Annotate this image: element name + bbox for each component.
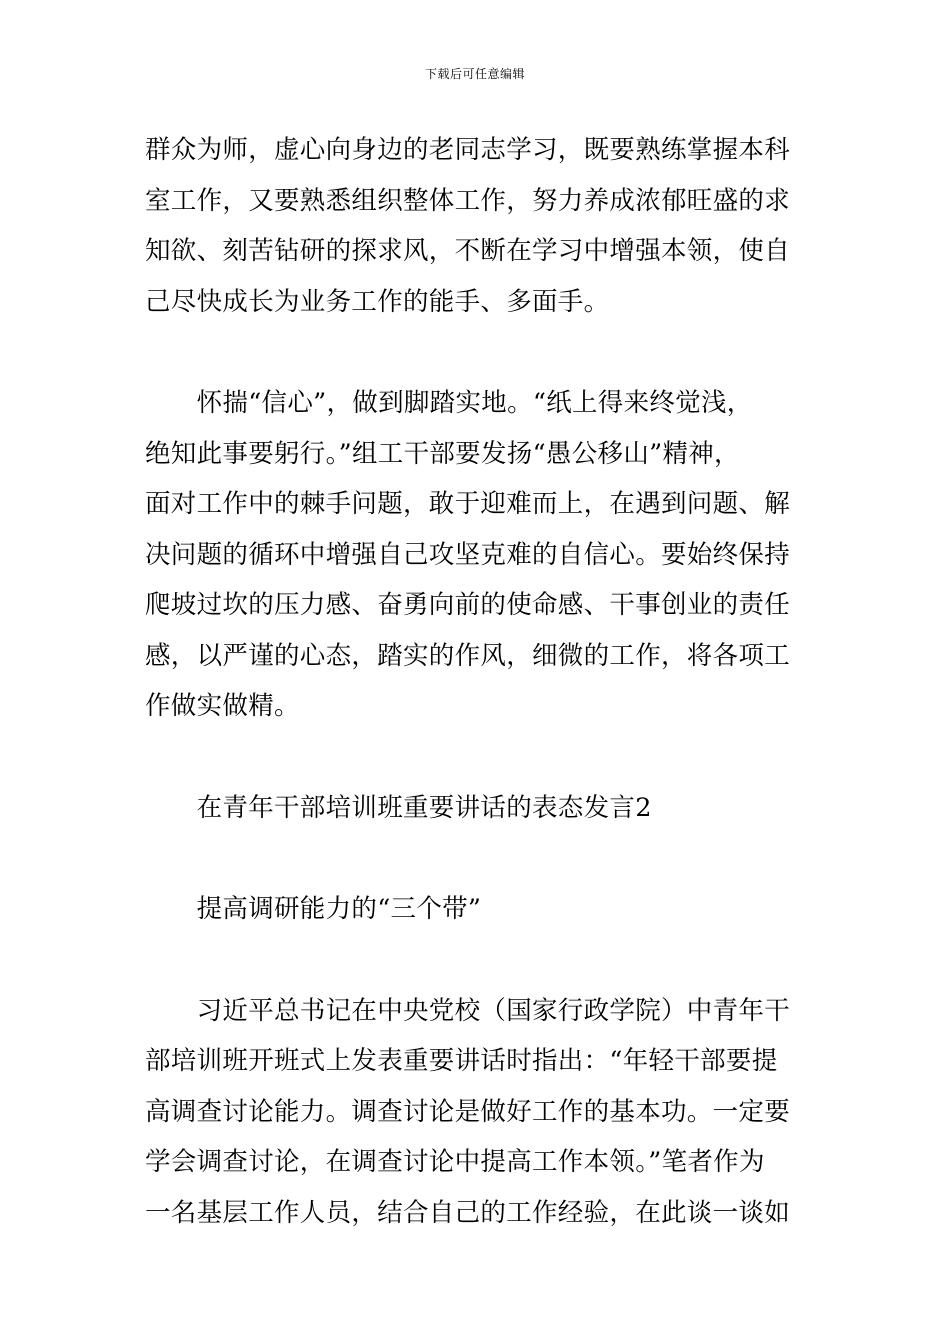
paragraph-gap (145, 833, 807, 884)
body-line: 绝知此事要躬行。”组工干部要发扬“愚公移山”精神， (145, 438, 740, 469)
body-line: 一名基层工作人员，结合自己的工作经验，在此谈一谈如 (145, 1197, 791, 1228)
section-heading: 在青年干部培训班重要讲话的表态发言2 (145, 792, 652, 823)
paragraph-gap (145, 935, 807, 986)
page-header-note: 下载后可任意编辑 (424, 67, 525, 81)
body-line: 面对工作中的棘手问题，敢于迎难而上，在遇到问题、解 (145, 489, 791, 519)
body-line: 群众为师，虚心向身边的老同志学习，既要熟练掌握本科 (145, 135, 791, 165)
body-line: 作做实做精。 (145, 691, 300, 721)
body-line: 决问题的循环中增强自己攻坚克难的自信心。要始终保持 (145, 539, 791, 570)
section-subheading: 提高调研能力的“三个带” (145, 894, 482, 924)
body-line: 知欲、刻苦钻研的探求风，不断在学习中增强本领，使自 (145, 236, 791, 266)
body-line: 学会调查讨论，在调查讨论中提高工作本领。”笔者作为 (145, 1147, 765, 1177)
document-body (145, 125, 807, 1238)
body-line: 感，以严谨的心态，踏实的作风，细微的工作，将各项工 (145, 640, 791, 671)
body-line: 高调查讨论能力。调查讨论是做好工作的基本功。一定要 (145, 1096, 791, 1127)
body-line: 部培训班开班式上发表重要讲话时指出：“年轻干部要提 (145, 1046, 778, 1076)
paragraph-gap (145, 732, 807, 783)
paragraph-gap (145, 327, 807, 378)
body-line: 习近平总书记在中央党校（国家行政学院）中青年干 (145, 995, 791, 1026)
body-line: 己尽快成长为业务工作的能手、多面手。 (145, 286, 610, 317)
body-line: 怀揣“信心”，做到脚踏实地。“纸上得来终觉浅， (145, 388, 753, 418)
body-line: 室工作，又要熟悉组织整体工作，努力养成浓郁旺盛的求 (145, 185, 791, 216)
body-line: 爬坡过坎的压力感、奋勇向前的使命感、干事创业的责任 (145, 590, 791, 620)
